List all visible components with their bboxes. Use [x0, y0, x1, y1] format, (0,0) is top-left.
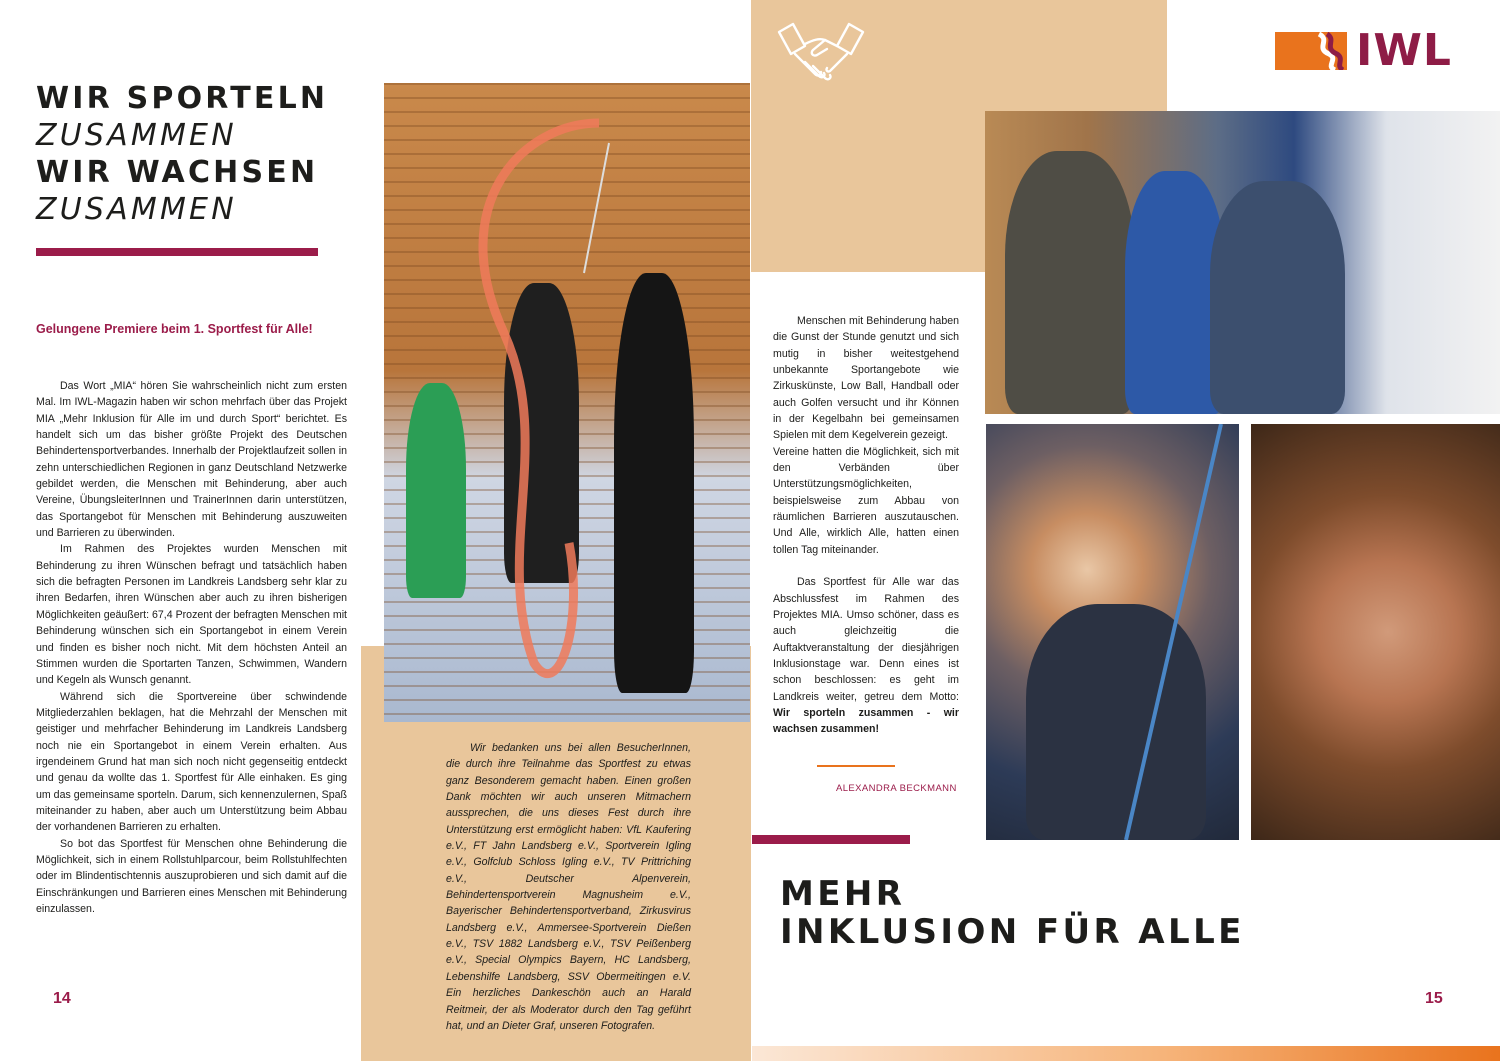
right-paragraph-3	[773, 574, 959, 737]
left-paragraph-3: Während sich die Sportvereine über schwindende Mitgliederzahlen beklagen, hat die Mehrzahl der Menschen mit geistiger und mehrfacher Behinderung im Landkreis Landsberg noch nie ein Sportangebot in einem Verein erhalten. Aus irgendeinem Grund hat man sich noch nicht gegenseitig entdeckt und genau da wollte das 1. Sportfest für Alle einhaken. Es ging um das gemeinsame sporteln. Darum, sich kennenzulernen, Spaß miteinander zu haben, aber auch um Unterstützung beim Abbau der vorhandenen Barrieren zu erhalten.	[36, 690, 347, 834]
left-paragraph-1: Das Wort „MIA“ hören Sie wahrscheinlich nicht zum ersten Mal. Im IWL-Magazin haben wir schon mehrfach über das Projekt MIA „Mehr Inklusion für Alle im und durch Sport“ berichtet. Es handelt sich um das bisher größte Projekt des Deutschen Behindertensportverbandes. Innerhalb der Projektlaufzeit sollen in zehn unterschiedlichen Regionen in ganz Deutschland Netzwerke gebildet werden, die Menschen mit Behinderung, aber auch Vereine, ÜbungsleiterInnen und TrainerInnen darin unterstützen, das Sportangebot für Menschen mit Behinderung auszuweiten und Barrieren zu überwinden.	[36, 380, 347, 540]
right-paragraph-3-motto: Wir sporteln zusammen - wir wachsen zusammen!	[773, 706, 959, 736]
headline-underline	[36, 248, 318, 256]
photo-hands	[1251, 424, 1500, 840]
photo-ribbon-dance	[384, 83, 750, 722]
section-title-line-1: MEHR	[780, 874, 906, 914]
left-paragraph-2: Im Rahmen des Projektes wurden Menschen mit Behinderung zu ihren Wünschen befragt und tatsächlich haben sich die befragten Personen im Landkreis Landsberg sehr klar zu ihren Bedarfen, ihren Wünschen aber auch zu ihren bisherigen Möglichkeiten geäußert: 67,4 Prozent der befragten Menschen mit Behinderung wünschen sich ein Sportangebot in einem Verein und finden es bisher noch nicht. Mit dem höchsten Anteil an Stimmen wurden die Sportarten Tanzen, Schwimmen, Wandern und Kegeln als Wunsch genannt.	[36, 543, 347, 687]
rope-graphic	[986, 424, 1239, 840]
iwl-logo-mark	[1275, 32, 1347, 70]
handshake-icon	[775, 18, 867, 88]
page-number-right: 15	[1425, 990, 1443, 1007]
footer-gradient-bar	[752, 1046, 1500, 1061]
right-paragraph-2: Vereine hatten die Möglichkeit, sich mit den Verbänden über Unterstützungsmöglichkeiten, beispielsweise zum Abbau von räumlichen Barrieren auszutauschen. Und Alle, wirklich Alle, hatten einen tollen Tag miteinander.	[773, 445, 959, 556]
section-title-line-2: INKLUSION FÜR ALLE	[780, 912, 1245, 952]
headline	[36, 80, 366, 228]
photo-team	[985, 111, 1500, 414]
thanks-paragraph: Wir bedanken uns bei allen BesucherInnen, die durch ihre Teilnahme das Sportfest zu etwas ganz Besonderem gemacht haben. Einen großen Dank möchten wir auch unseren Mitmachern aussprechen, die uns dieses Fest durch ihre Unterstützung erst ermöglicht haben: VfL Kaufering e.V., FT Jahn Landsberg e.V., Sportverein Igling e.V., Golfclub Schloss Igling e.V., TV Prittriching e.V., Deutscher Alpenverein, Behindertensportverein Magnusheim e.V., Bayerischer Behindertensportverband, Zirkusvirus Landsberg e.V., Ammersee-Sportverein Dießen e.V., TSV 1882 Landsberg e.V., TSV Peißenberg e.V., Special Olympics Bayern, HC Landsberg, Lebenshilfe Landsberg, SSV Obermeitingen e.V. Ein herzliches Dankeschön auch an Harald Reitmeir, der als Moderator durch den Tag geführt hat, und an Dieter Graf, unseren Fotografen.	[446, 742, 691, 1032]
photo-person-left	[1005, 151, 1135, 414]
section-title	[780, 875, 1245, 951]
author-divider	[817, 765, 895, 767]
page-number-left: 14	[53, 990, 71, 1007]
right-paragraph-1: Menschen mit Behinderung haben die Gunst der Stunde genutzt und sich mutig in bisher weitestgehend unbekannte Sportangebote wie Zirkuskünste, Low Ball, Handball oder auch Golfen versucht und ihr Können in der Kegelbahn bei gemeinsamen Spielen mit dem Kegelverein gezeigt.	[773, 315, 959, 442]
title-bar	[752, 835, 910, 844]
iwl-logo-text: IWL	[1356, 25, 1452, 76]
right-paragraph-3-text: Das Sportfest für Alle war das Abschlussfest im Rahmen des Projektes MIA. Umso schöner, dass es auch gleichzeitig die Auftaktveranstaltung der diesjährigen Inklusionstage war. Denn eines ist schon beschlossen: es geht im Landkreis weiter, getreu dem Motto:	[773, 576, 959, 703]
article-subtitle: Gelungene Premiere beim 1. Sportfest für Alle!	[36, 322, 313, 336]
thanks-text	[446, 740, 691, 1034]
right-column-text	[773, 313, 959, 738]
photo-person-right	[1210, 181, 1345, 414]
headline-line-2: ZUSAMMEN	[36, 118, 237, 153]
headline-line-3: WIR WACHSEN	[36, 155, 319, 190]
headline-line-4: ZUSAMMEN	[36, 192, 237, 227]
headline-line-1: WIR SPORTELN	[36, 81, 329, 116]
photo-climbing-rope	[986, 424, 1239, 840]
author-name: ALEXANDRA BECKMANN	[836, 783, 957, 794]
left-column-text	[36, 378, 347, 917]
ribbon-graphic	[384, 83, 750, 722]
left-paragraph-4: So bot das Sportfest für Menschen ohne Behinderung die Möglichkeit, sich in einem Rollstuhlparcour, beim Rollstuhlfechten oder im Blindentischtennis auszuprobieren und sich damit auf die Einschränkungen und Barrieren eines Menschen mit Behinderung einzulassen.	[36, 837, 347, 915]
